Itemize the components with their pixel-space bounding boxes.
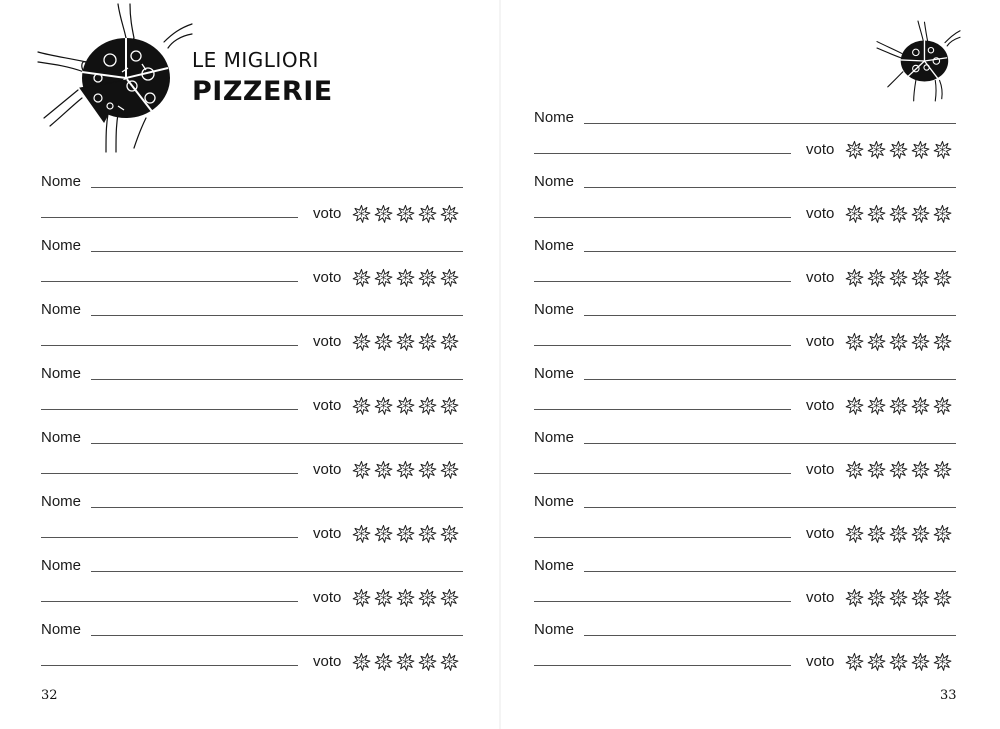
pizzeria-entry [41,173,463,223]
rating-stars [845,396,952,415]
star-outline-icon[interactable] [440,460,459,479]
name-label: Nome [41,365,82,382]
star-outline-icon[interactable] [889,204,908,223]
rating-label: voto [806,269,835,286]
rating-row [534,587,956,609]
star-outline-icon[interactable] [889,652,908,671]
pizza-hands-small-icon [870,20,966,102]
star-outline-icon[interactable] [933,588,952,607]
rating-label: voto [806,653,835,670]
rating-stars [352,268,459,287]
name-label: Nome [41,237,82,254]
star-outline-icon[interactable] [845,396,864,415]
name-row [41,301,463,323]
star-outline-icon[interactable] [867,652,886,671]
name-label: Nome [534,493,575,510]
rating-label: voto [806,205,835,222]
star-outline-icon[interactable] [374,268,393,287]
detail-write-line[interactable] [41,345,298,346]
star-outline-icon[interactable] [889,524,908,543]
rating-row [534,331,956,353]
star-outline-icon[interactable] [845,588,864,607]
name-row [41,173,463,195]
pizza-hands-icon [34,2,194,154]
name-row [534,301,956,323]
star-outline-icon[interactable] [911,140,930,159]
detail-write-line[interactable] [41,601,298,602]
star-outline-icon[interactable] [933,204,952,223]
star-outline-icon[interactable] [867,524,886,543]
star-outline-icon[interactable] [440,524,459,543]
star-outline-icon[interactable] [911,652,930,671]
name-write-line[interactable] [584,507,956,508]
rating-row [41,267,463,289]
detail-write-line[interactable] [534,665,791,666]
star-outline-icon[interactable] [933,652,952,671]
name-row [534,173,956,195]
rating-row [41,395,463,417]
detail-write-line[interactable] [534,281,791,282]
star-outline-icon[interactable] [867,204,886,223]
pizzeria-entry [41,621,463,671]
pizza-illustration [34,2,194,154]
name-label: Nome [534,365,575,382]
rating-label: voto [313,333,342,350]
name-write-line[interactable] [91,187,463,188]
star-outline-icon[interactable] [396,268,415,287]
rating-stars [352,396,459,415]
name-label: Nome [41,429,82,446]
star-outline-icon[interactable] [911,268,930,287]
star-outline-icon[interactable] [418,652,437,671]
star-outline-icon[interactable] [352,652,371,671]
star-outline-icon[interactable] [867,460,886,479]
star-outline-icon[interactable] [396,588,415,607]
pizzeria-entry [534,109,956,159]
rating-row [534,459,956,481]
star-outline-icon[interactable] [352,396,371,415]
name-write-line[interactable] [584,123,956,124]
star-outline-icon[interactable] [374,652,393,671]
name-label: Nome [534,301,575,318]
name-label: Nome [41,173,82,190]
rating-label: voto [806,525,835,542]
star-outline-icon[interactable] [845,460,864,479]
star-outline-icon[interactable] [396,652,415,671]
name-row [534,429,956,451]
detail-write-line[interactable] [534,473,791,474]
name-label: Nome [534,429,575,446]
detail-write-line[interactable] [41,281,298,282]
star-outline-icon[interactable] [889,268,908,287]
rating-stars [845,204,952,223]
rating-stars [845,652,952,671]
rating-label: voto [806,461,835,478]
pizzeria-entry [41,237,463,287]
star-outline-icon[interactable] [352,332,371,351]
star-outline-icon[interactable] [889,396,908,415]
rating-label: voto [313,589,342,606]
name-row [41,237,463,259]
name-label: Nome [534,621,575,638]
name-write-line[interactable] [91,379,463,380]
detail-write-line[interactable] [41,409,298,410]
detail-write-line[interactable] [534,153,791,154]
star-outline-icon[interactable] [933,332,952,351]
star-outline-icon[interactable] [374,204,393,223]
pizzeria-entry [41,557,463,607]
rating-label: voto [806,141,835,158]
star-outline-icon[interactable] [352,588,371,607]
name-write-line[interactable] [91,251,463,252]
title-line-1: LE MIGLIORI [192,48,319,72]
star-outline-icon[interactable] [845,140,864,159]
rating-stars [845,524,952,543]
star-outline-icon[interactable] [440,268,459,287]
star-outline-icon[interactable] [933,460,952,479]
star-outline-icon[interactable] [440,332,459,351]
star-outline-icon[interactable] [352,524,371,543]
star-outline-icon[interactable] [911,524,930,543]
name-write-line[interactable] [91,635,463,636]
pizzeria-entry [534,301,956,351]
name-write-line[interactable] [584,187,956,188]
detail-write-line[interactable] [534,345,791,346]
page-number: 32 [41,688,58,703]
star-outline-icon[interactable] [845,524,864,543]
name-label: Nome [41,621,82,638]
star-outline-icon[interactable] [911,332,930,351]
rating-row [534,523,956,545]
pizzeria-entry [534,237,956,287]
detail-write-line[interactable] [534,217,791,218]
rating-label: voto [806,333,835,350]
name-label: Nome [41,493,82,510]
star-outline-icon[interactable] [418,588,437,607]
star-outline-icon[interactable] [396,332,415,351]
name-row [41,621,463,643]
detail-write-line[interactable] [534,537,791,538]
star-outline-icon[interactable] [418,524,437,543]
name-row [534,109,956,131]
star-outline-icon[interactable] [867,268,886,287]
name-label: Nome [534,109,575,126]
rating-label: voto [806,397,835,414]
rating-stars [352,460,459,479]
rating-label: voto [313,525,342,542]
pizzeria-entry [534,173,956,223]
star-outline-icon[interactable] [933,396,952,415]
name-row [534,237,956,259]
rating-row [41,523,463,545]
star-outline-icon[interactable] [845,268,864,287]
rating-stars [352,588,459,607]
pizza-illustration-small [870,20,966,102]
page-number: 33 [940,688,957,703]
name-label: Nome [41,557,82,574]
name-write-line[interactable] [91,571,463,572]
star-outline-icon[interactable] [418,332,437,351]
right-page [500,0,1000,729]
rating-row [534,139,956,161]
pizzeria-entry [534,621,956,671]
star-outline-icon[interactable] [911,396,930,415]
name-label: Nome [534,557,575,574]
rating-stars [845,140,952,159]
star-outline-icon[interactable] [911,204,930,223]
name-write-line[interactable] [91,443,463,444]
name-row [534,365,956,387]
star-outline-icon[interactable] [867,588,886,607]
star-outline-icon[interactable] [374,588,393,607]
name-label: Nome [534,237,575,254]
rating-label: voto [313,205,342,222]
rating-row [534,267,956,289]
star-outline-icon[interactable] [374,524,393,543]
name-row [534,493,956,515]
detail-write-line[interactable] [41,665,298,666]
detail-write-line[interactable] [41,473,298,474]
name-write-line[interactable] [91,315,463,316]
star-outline-icon[interactable] [396,396,415,415]
star-outline-icon[interactable] [889,332,908,351]
star-outline-icon[interactable] [374,460,393,479]
star-outline-icon[interactable] [440,652,459,671]
pizzeria-entry [41,365,463,415]
star-outline-icon[interactable] [352,460,371,479]
rating-stars [845,460,952,479]
star-outline-icon[interactable] [440,204,459,223]
name-row [534,621,956,643]
star-outline-icon[interactable] [845,332,864,351]
rating-row [41,587,463,609]
pizzeria-entry [534,365,956,415]
rating-stars [845,332,952,351]
detail-write-line[interactable] [41,537,298,538]
pizzeria-entry [534,493,956,543]
star-outline-icon[interactable] [889,140,908,159]
name-write-line[interactable] [91,507,463,508]
star-outline-icon[interactable] [867,140,886,159]
star-outline-icon[interactable] [440,396,459,415]
name-write-line[interactable] [584,635,956,636]
star-outline-icon[interactable] [889,460,908,479]
rating-row [534,203,956,225]
rating-row [41,459,463,481]
name-label: Nome [534,173,575,190]
pizzeria-entry [41,429,463,479]
star-outline-icon[interactable] [418,460,437,479]
star-outline-icon[interactable] [889,588,908,607]
pizzeria-entry [41,301,463,351]
name-row [534,557,956,579]
rating-stars [845,588,952,607]
detail-write-line[interactable] [534,601,791,602]
star-outline-icon[interactable] [933,524,952,543]
name-row [41,429,463,451]
rating-stars [352,652,459,671]
detail-write-line[interactable] [534,409,791,410]
pizzeria-entry [41,493,463,543]
rating-stars [845,268,952,287]
star-outline-icon[interactable] [396,204,415,223]
name-write-line[interactable] [584,571,956,572]
star-outline-icon[interactable] [933,140,952,159]
star-outline-icon[interactable] [440,588,459,607]
name-row [41,493,463,515]
rating-row [41,203,463,225]
rating-row [534,651,956,673]
star-outline-icon[interactable] [845,204,864,223]
name-row [41,365,463,387]
rating-label: voto [313,269,342,286]
star-outline-icon[interactable] [867,396,886,415]
rating-stars [352,524,459,543]
name-write-line[interactable] [584,379,956,380]
pizzeria-entry [534,557,956,607]
star-outline-icon[interactable] [418,268,437,287]
star-outline-icon[interactable] [374,332,393,351]
name-write-line[interactable] [584,315,956,316]
rating-stars [352,204,459,223]
pizzeria-entry [534,429,956,479]
title-line-2: PIZZERIE [192,76,333,107]
name-row [41,557,463,579]
rating-row [534,395,956,417]
name-label: Nome [41,301,82,318]
star-outline-icon[interactable] [374,396,393,415]
rating-label: voto [313,397,342,414]
rating-stars [352,332,459,351]
star-outline-icon[interactable] [933,268,952,287]
star-outline-icon[interactable] [352,268,371,287]
star-outline-icon[interactable] [418,396,437,415]
detail-write-line[interactable] [41,217,298,218]
star-outline-icon[interactable] [867,332,886,351]
star-outline-icon[interactable] [396,460,415,479]
name-write-line[interactable] [584,443,956,444]
rating-label: voto [806,589,835,606]
name-write-line[interactable] [584,251,956,252]
star-outline-icon[interactable] [911,460,930,479]
star-outline-icon[interactable] [418,204,437,223]
star-outline-icon[interactable] [911,588,930,607]
star-outline-icon[interactable] [845,652,864,671]
rating-row [41,651,463,673]
page-title [192,50,333,105]
rating-row [41,331,463,353]
rating-label: voto [313,461,342,478]
rating-label: voto [313,653,342,670]
star-outline-icon[interactable] [352,204,371,223]
star-outline-icon[interactable] [396,524,415,543]
